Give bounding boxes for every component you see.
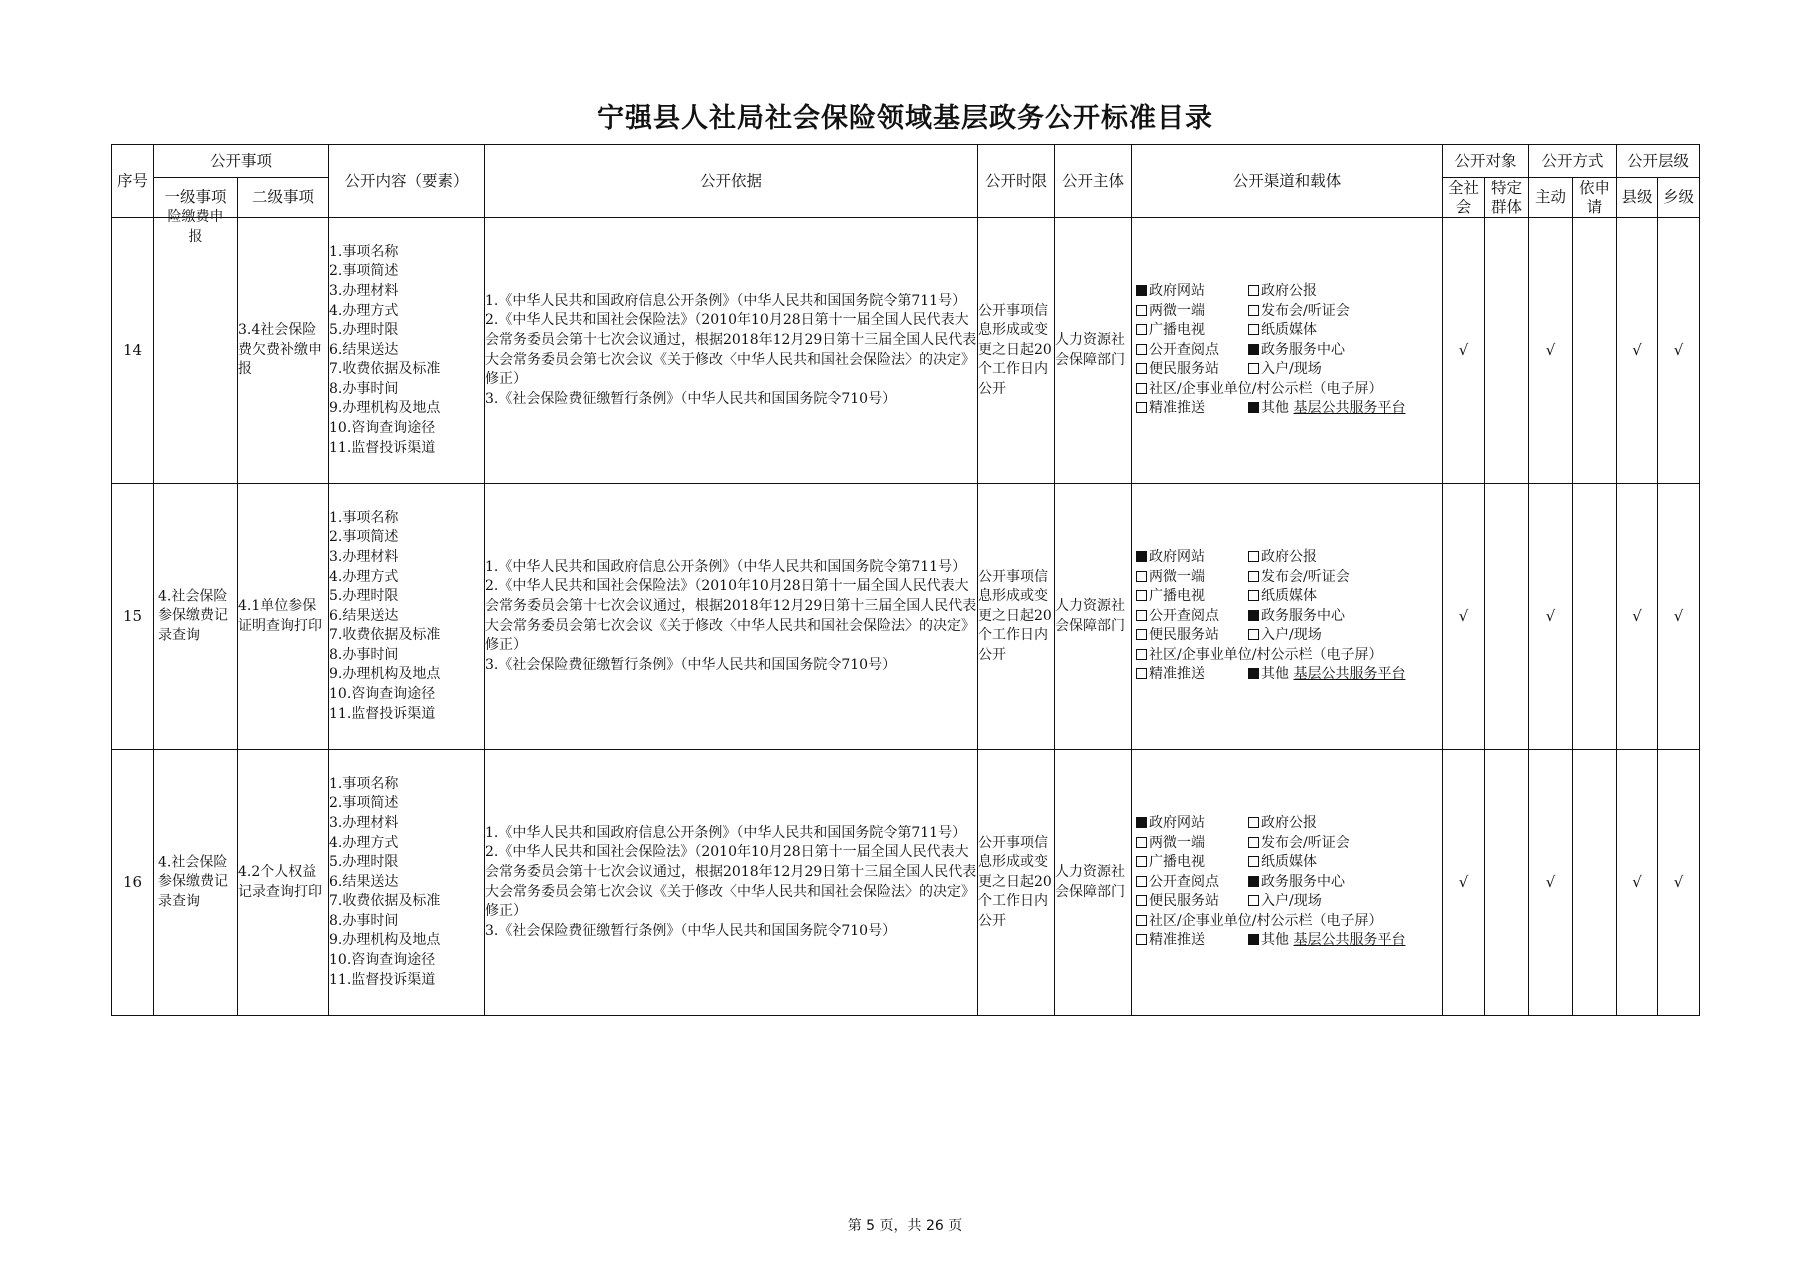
row-basis: 1.《中华人民共和国政府信息公开条例》（中华人民共和国国务院令第711号） 2.《中华人民共和国社会保险法》（2010年10月28日第十一届全国人民代表大会常务委员会第十七次会议通过，根据2018年12月29日第十三届全国人民代表大会常务委员会第七次会议《关于修改〈中华人民共和国社会保险法〉的决定》修正） 3.《社会保险费征缴暂行条例》（中华人民共和国国务院令710号）	[485, 218, 978, 484]
unchecked-box-icon	[1248, 305, 1259, 316]
row-level2: 3.4社会保险费欠费补缴申报	[238, 218, 329, 484]
check-county: √	[1617, 484, 1658, 750]
header-level-town: 乡级	[1658, 178, 1700, 218]
unchecked-box-icon	[1136, 668, 1147, 679]
unchecked-box-icon	[1248, 590, 1259, 601]
unchecked-box-icon	[1136, 363, 1147, 374]
row-level1: 4.社会保险参保缴费记录查询	[154, 484, 238, 750]
row-level1-cut: 险缴费申 报	[167, 209, 224, 245]
check-all: √	[1443, 218, 1485, 484]
unchecked-box-icon	[1248, 571, 1259, 582]
unchecked-box-icon	[1136, 837, 1147, 848]
check-request	[1573, 750, 1617, 1016]
checked-box-icon	[1136, 551, 1147, 562]
unchecked-box-icon	[1248, 856, 1259, 867]
row-level1: 4.社会保险参保缴费记录查询	[154, 750, 238, 1016]
header-channel: 公开渠道和载体	[1132, 145, 1443, 218]
row-subject: 人力资源社会保障部门	[1055, 750, 1132, 1016]
header-target-all: 全社会	[1443, 178, 1485, 218]
check-all: √	[1443, 750, 1485, 1016]
checked-box-icon	[1136, 285, 1147, 296]
row-basis: 1.《中华人民共和国政府信息公开条例》（中华人民共和国国务院令第711号） 2.《中华人民共和国社会保险法》（2010年10月28日第十一届全国人民代表大会常务委员会第十七次会议通过，根据2018年12月29日第十三届全国人民代表大会常务委员会第七次会议《关于修改〈中华人民共和国社会保险法〉的决定》修正） 3.《社会保险费征缴暂行条例》（中华人民共和国国务院令710号）	[485, 484, 978, 750]
unchecked-box-icon	[1136, 876, 1147, 887]
checked-box-icon	[1248, 344, 1259, 355]
unchecked-box-icon	[1136, 934, 1147, 945]
row-content: 1.事项名称 2.事项简述 3.办理材料 4.办理方式 5.办理时限 6.结果送达 7.收费依据及标准 8.办事时间 9.办理机构及地点 10.咨询查询途径 11.监督投诉渠道	[329, 218, 485, 484]
unchecked-box-icon	[1136, 402, 1147, 413]
header-level1: 一级事项	[154, 178, 238, 218]
unchecked-box-icon	[1248, 837, 1259, 848]
check-all: √	[1443, 484, 1485, 750]
unchecked-box-icon	[1136, 383, 1147, 394]
row-basis: 1.《中华人民共和国政府信息公开条例》（中华人民共和国国务院令第711号） 2.《中华人民共和国社会保险法》（2010年10月28日第十一届全国人民代表大会常务委员会第十七次会议通过，根据2018年12月29日第十三届全国人民代表大会常务委员会第七次会议《关于修改〈中华人民共和国社会保险法〉的决定》修正） 3.《社会保险费征缴暂行条例》（中华人民共和国国务院令710号）	[485, 750, 978, 1016]
unchecked-box-icon	[1248, 285, 1259, 296]
header-seq: 序号	[112, 145, 154, 218]
table-row	[112, 218, 1700, 484]
row-subject: 人力资源社会保障部门	[1055, 484, 1132, 750]
row-content: 1.事项名称 2.事项简述 3.办理材料 4.办理方式 5.办理时限 6.结果送达 7.收费依据及标准 8.办事时间 9.办理机构及地点 10.咨询查询途径 11.监督投诉渠道	[329, 484, 485, 750]
row-channels: 政府网站 政府公报 两微一端 发布会/听证会 广播电视 纸质媒体 公开查阅点 政务服务中心 便民服务站 入户/现场 社区/企事业单位/村公示栏（电子屏） 精准推送 其他 基层公共服务平台	[1132, 484, 1443, 750]
header-method-group: 公开方式	[1529, 145, 1617, 178]
checked-box-icon	[1136, 817, 1147, 828]
checked-box-icon	[1248, 668, 1259, 679]
row-subject: 人力资源社会保障部门	[1055, 218, 1132, 484]
check-active: √	[1529, 218, 1573, 484]
row-channels: 政府网站 政府公报 两微一端 发布会/听证会 广播电视 纸质媒体 公开查阅点 政务服务中心 便民服务站 入户/现场 社区/企事业单位/村公示栏（电子屏） 精准推送 其他 基层公共服务平台	[1132, 218, 1443, 484]
unchecked-box-icon	[1136, 610, 1147, 621]
unchecked-box-icon	[1248, 817, 1259, 828]
header-time: 公开时限	[978, 145, 1055, 218]
row-level2: 4.2个人权益记录查询打印	[238, 750, 329, 1016]
checked-box-icon	[1248, 402, 1259, 413]
row-time: 公开事项信息形成或变更之日起20个工作日内公开	[978, 218, 1055, 484]
check-active: √	[1529, 484, 1573, 750]
check-specific	[1485, 218, 1529, 484]
header-level-group: 公开层级	[1617, 145, 1700, 178]
table-row	[112, 750, 1700, 1016]
unchecked-box-icon	[1136, 649, 1147, 660]
page-footer: 第 5 页，共 26 页	[847, 1218, 963, 1234]
check-active: √	[1529, 750, 1573, 1016]
header-method-active: 主动	[1529, 178, 1573, 218]
page-title: 宁强县人社局社会保险领域基层政务公开标准目录	[597, 103, 1213, 134]
row-level2: 4.1单位参保证明查询打印	[238, 484, 329, 750]
row-time: 公开事项信息形成或变更之日起20个工作日内公开	[978, 750, 1055, 1016]
check-request	[1573, 218, 1617, 484]
table-row	[112, 484, 1700, 750]
check-county: √	[1617, 218, 1658, 484]
unchecked-box-icon	[1136, 590, 1147, 601]
unchecked-box-icon	[1136, 344, 1147, 355]
header-subject: 公开主体	[1055, 145, 1132, 218]
header-basis: 公开依据	[485, 145, 978, 218]
header-row-1	[112, 145, 1700, 178]
unchecked-box-icon	[1248, 551, 1259, 562]
header-item-group: 公开事项	[154, 145, 329, 178]
unchecked-box-icon	[1248, 895, 1259, 906]
unchecked-box-icon	[1136, 856, 1147, 867]
check-county: √	[1617, 750, 1658, 1016]
header-level2: 二级事项	[238, 178, 329, 218]
check-specific	[1485, 484, 1529, 750]
unchecked-box-icon	[1136, 629, 1147, 640]
checked-box-icon	[1248, 934, 1259, 945]
check-specific	[1485, 750, 1529, 1016]
row-seq: 16	[112, 750, 154, 1016]
checked-box-icon	[1248, 876, 1259, 887]
unchecked-box-icon	[1248, 324, 1259, 335]
unchecked-box-icon	[1136, 895, 1147, 906]
unchecked-box-icon	[1136, 571, 1147, 582]
checked-box-icon	[1248, 610, 1259, 621]
row-time: 公开事项信息形成或变更之日起20个工作日内公开	[978, 484, 1055, 750]
check-town: √	[1658, 218, 1700, 484]
unchecked-box-icon	[1248, 363, 1259, 374]
unchecked-box-icon	[1136, 305, 1147, 316]
header-method-request: 依申请	[1573, 178, 1617, 218]
row-channels: 政府网站 政府公报 两微一端 发布会/听证会 广播电视 纸质媒体 公开查阅点 政务服务中心 便民服务站 入户/现场 社区/企事业单位/村公示栏（电子屏） 精准推送 其他 基层公共服务平台	[1132, 750, 1443, 1016]
row-content: 1.事项名称 2.事项简述 3.办理材料 4.办理方式 5.办理时限 6.结果送达 7.收费依据及标准 8.办事时间 9.办理机构及地点 10.咨询查询途径 11.监督投诉渠道	[329, 750, 485, 1016]
unchecked-box-icon	[1136, 324, 1147, 335]
row-seq: 14	[112, 218, 154, 484]
row-level1	[154, 209, 238, 484]
header-target-specific: 特定群体	[1485, 178, 1529, 218]
header-target-group: 公开对象	[1443, 145, 1529, 178]
check-town: √	[1658, 484, 1700, 750]
catalog-table	[111, 144, 1700, 1016]
header-content: 公开内容（要素）	[329, 145, 485, 218]
check-request	[1573, 484, 1617, 750]
row-seq: 15	[112, 484, 154, 750]
unchecked-box-icon	[1248, 629, 1259, 640]
header-level-county: 县级	[1617, 178, 1658, 218]
check-town: √	[1658, 750, 1700, 1016]
unchecked-box-icon	[1136, 915, 1147, 926]
